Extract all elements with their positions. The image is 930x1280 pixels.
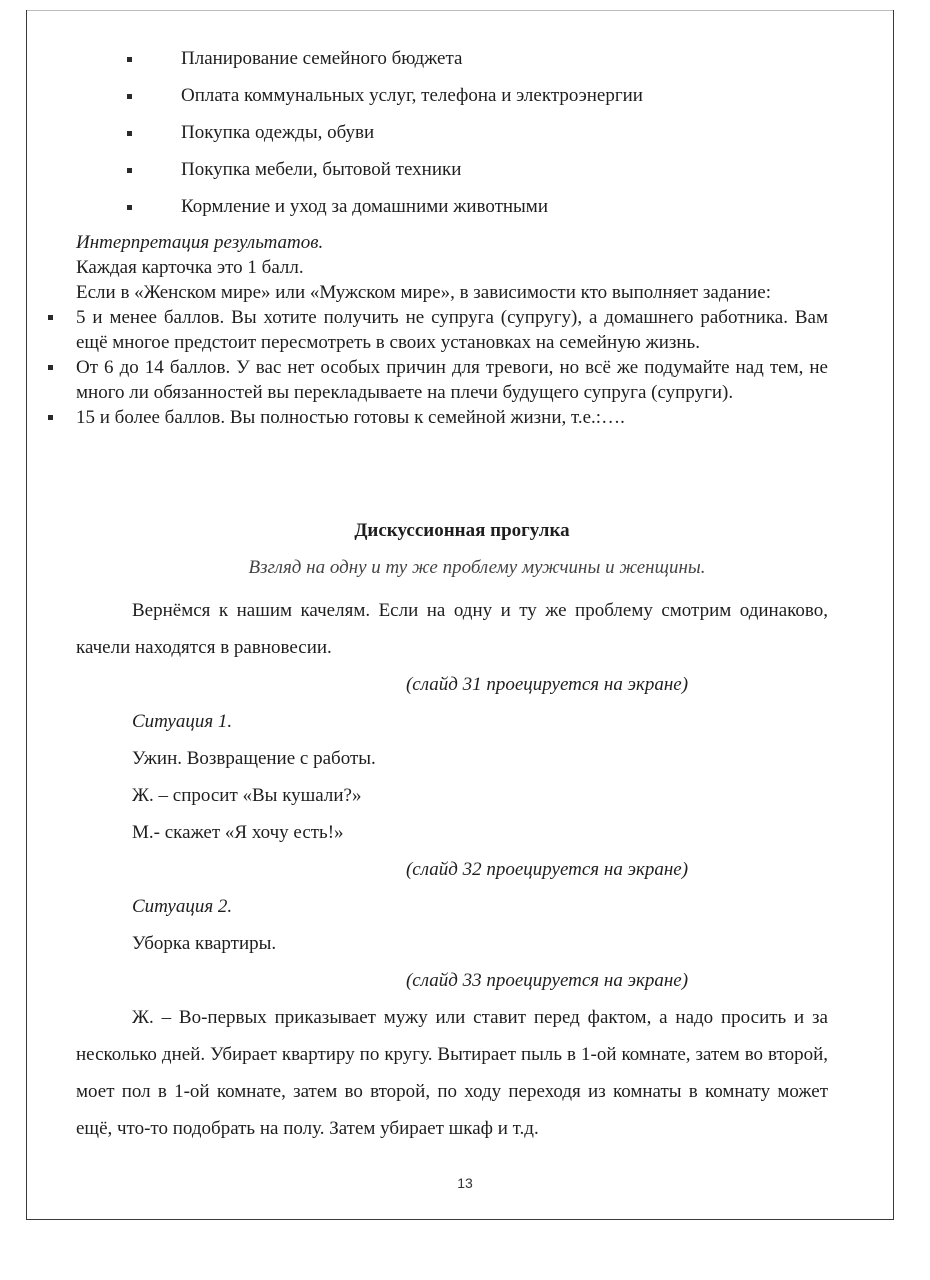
section-title: Дискуссионная прогулка — [354, 520, 570, 541]
results-list — [76, 305, 828, 430]
result-item — [76, 405, 828, 430]
list-item-text: Покупка мебели, бытовой техники — [181, 159, 462, 180]
list-item-text: Планирование семейного бюджета — [181, 48, 463, 69]
bullet-icon — [48, 365, 53, 370]
situation-title: Ситуация 1. — [132, 711, 233, 732]
list-item-text: Покупка одежды, обуви — [181, 122, 375, 143]
bullet-icon — [127, 168, 132, 173]
bullet-icon — [48, 415, 53, 420]
situation-line: Ужин. Возвращение с работы. — [132, 748, 376, 769]
result-text: 5 и менее баллов. Вы хотите получить не супруга (супругу), а домашнего работника. Вам ещё многое предстоит пересмотреть в своих установках на семейную жизнь. — [76, 307, 828, 353]
situation-line: Ж. – спросит «Вы кушали?» — [132, 785, 362, 806]
section-subtitle: Взгляд на одну и ту же проблему мужчины и женщины. — [248, 557, 706, 578]
interpretation-section — [76, 230, 828, 430]
slide-note: (слайд 31 проецируется на экране) — [405, 674, 689, 695]
situation-title: Ситуация 2. — [132, 896, 233, 917]
bullet-icon — [127, 57, 132, 62]
list-item-text: Оплата коммунальных услуг, телефона и электроэнергии — [181, 85, 643, 106]
interpretation-heading: Интерпретация результатов. — [76, 232, 324, 253]
interpretation-line: Если в «Женском мире» или «Мужском мире», в зависимости кто выполняет задание: — [76, 282, 772, 303]
list-item-text: Кормление и уход за домашними животными — [181, 196, 549, 217]
result-item — [76, 305, 828, 355]
intro-paragraph: Вернёмся к нашим качелям. Если на одну и ту же проблему смотрим одинаково, качели находятся в равновесии. — [76, 600, 828, 658]
situation-line: М.- скажет «Я хочу есть!» — [132, 822, 344, 843]
body-paragraph: Ж. – Во-первых приказывает мужу или ставит перед фактом, а надо просить и за несколько дней. Убирает квартиру по кругу. Вытирает пыль в 1-ой комнате, затем во второй, моет пол в 1-ой комнате, затем во второй, по ходу переходя из комнаты в комнату может ещё, что-то подобрать на полу. Затем убирает шкаф и т.д. — [76, 1007, 828, 1139]
slide-note: (слайд 32 проецируется на экране) — [405, 859, 689, 880]
bullet-icon — [48, 315, 53, 320]
result-text: 15 и более баллов. Вы полностью готовы к семейной жизни, т.е.:…. — [76, 407, 625, 428]
discussion-section — [76, 512, 828, 1147]
page-number: 13 — [457, 1175, 473, 1191]
slide-note: (слайд 33 проецируется на экране) — [405, 970, 689, 991]
result-item — [76, 355, 828, 405]
bullet-icon — [127, 94, 132, 99]
situation-line: Уборка квартиры. — [132, 933, 277, 954]
interpretation-line: Каждая карточка это 1 балл. — [76, 257, 304, 278]
bullet-icon — [127, 131, 132, 136]
result-text: От 6 до 14 баллов. У вас нет особых причин для тревоги, но всё же подумайте над тем, не много ли обязанностей вы перекладываете на плечи будущего супруга (супруги). — [76, 357, 828, 403]
bullet-icon — [127, 205, 132, 210]
